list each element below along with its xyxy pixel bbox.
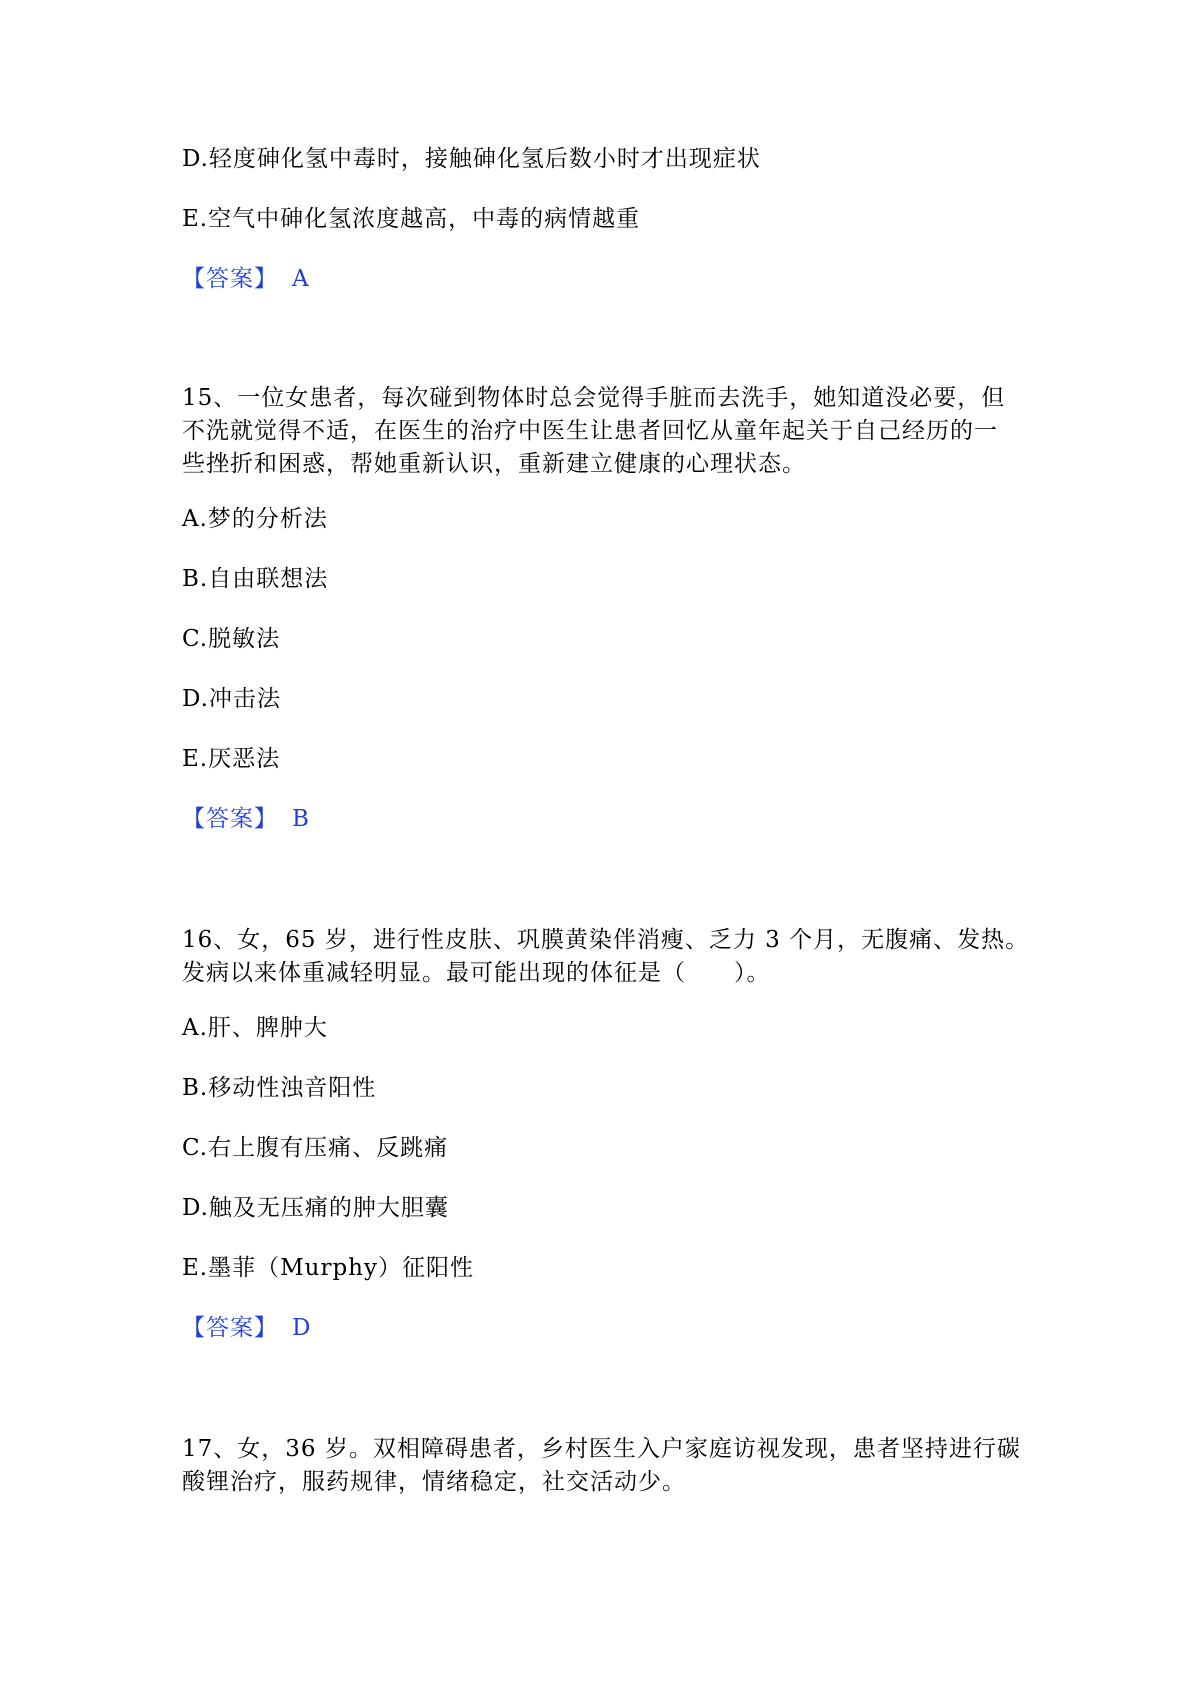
option-d: D.冲击法 [182, 686, 281, 712]
answer-label: 【答案】 [182, 266, 278, 292]
question-stem-line: 不洗就觉得不适，在医生的治疗中医生让患者回忆从童年起关于自己经历的一 [182, 418, 998, 444]
question-stem-line: 17、女，36 岁。双相障碍患者，乡村医生入户家庭访视发现，患者坚持进行碳 [182, 1436, 1021, 1462]
option-e: E.空气中砷化氢浓度越高，中毒的病情越重 [182, 206, 641, 232]
option-d: D.轻度砷化氢中毒时，接触砷化氢后数小时才出现症状 [182, 146, 761, 172]
question-stem-line: 酸锂治疗，服药规律，情绪稳定，社交活动少。 [182, 1469, 686, 1495]
question-stem-line: 15、一位女患者，每次碰到物体时总会觉得手脏而去洗手，她知道没必要，但 [182, 385, 1006, 411]
question-stem-line: 发病以来体重减轻明显。最可能出现的体征是（ ）。 [182, 960, 771, 986]
answer-line [182, 1311, 311, 1345]
option-e: E.厌恶法 [182, 746, 281, 772]
answer-key: D [292, 1315, 312, 1341]
answer-line [182, 802, 310, 836]
option-a: A.梦的分析法 [182, 506, 328, 532]
option-a: A.肝、脾肿大 [182, 1015, 328, 1041]
answer-key: A [292, 266, 310, 292]
option-d: D.触及无压痛的肿大胆囊 [182, 1195, 449, 1221]
option-b: B.自由联想法 [182, 566, 329, 592]
answer-key: B [292, 806, 310, 832]
answer-label: 【答案】 [182, 806, 278, 832]
option-c: C.脱敏法 [182, 626, 281, 652]
answer-line [182, 262, 310, 296]
option-c: C.右上腹有压痛、反跳痛 [182, 1135, 449, 1161]
question-stem-line: 16、女，65 岁，进行性皮肤、巩膜黄染伴消瘦、乏力 3 个月，无腹痛、发热。 [182, 927, 1030, 953]
option-e: E.墨菲（Murphy）征阳性 [182, 1255, 474, 1281]
question-stem-line: 些挫折和困惑，帮她重新认识，重新建立健康的心理状态。 [182, 451, 806, 477]
option-b: B.移动性浊音阳性 [182, 1075, 377, 1101]
answer-label: 【答案】 [182, 1315, 278, 1341]
